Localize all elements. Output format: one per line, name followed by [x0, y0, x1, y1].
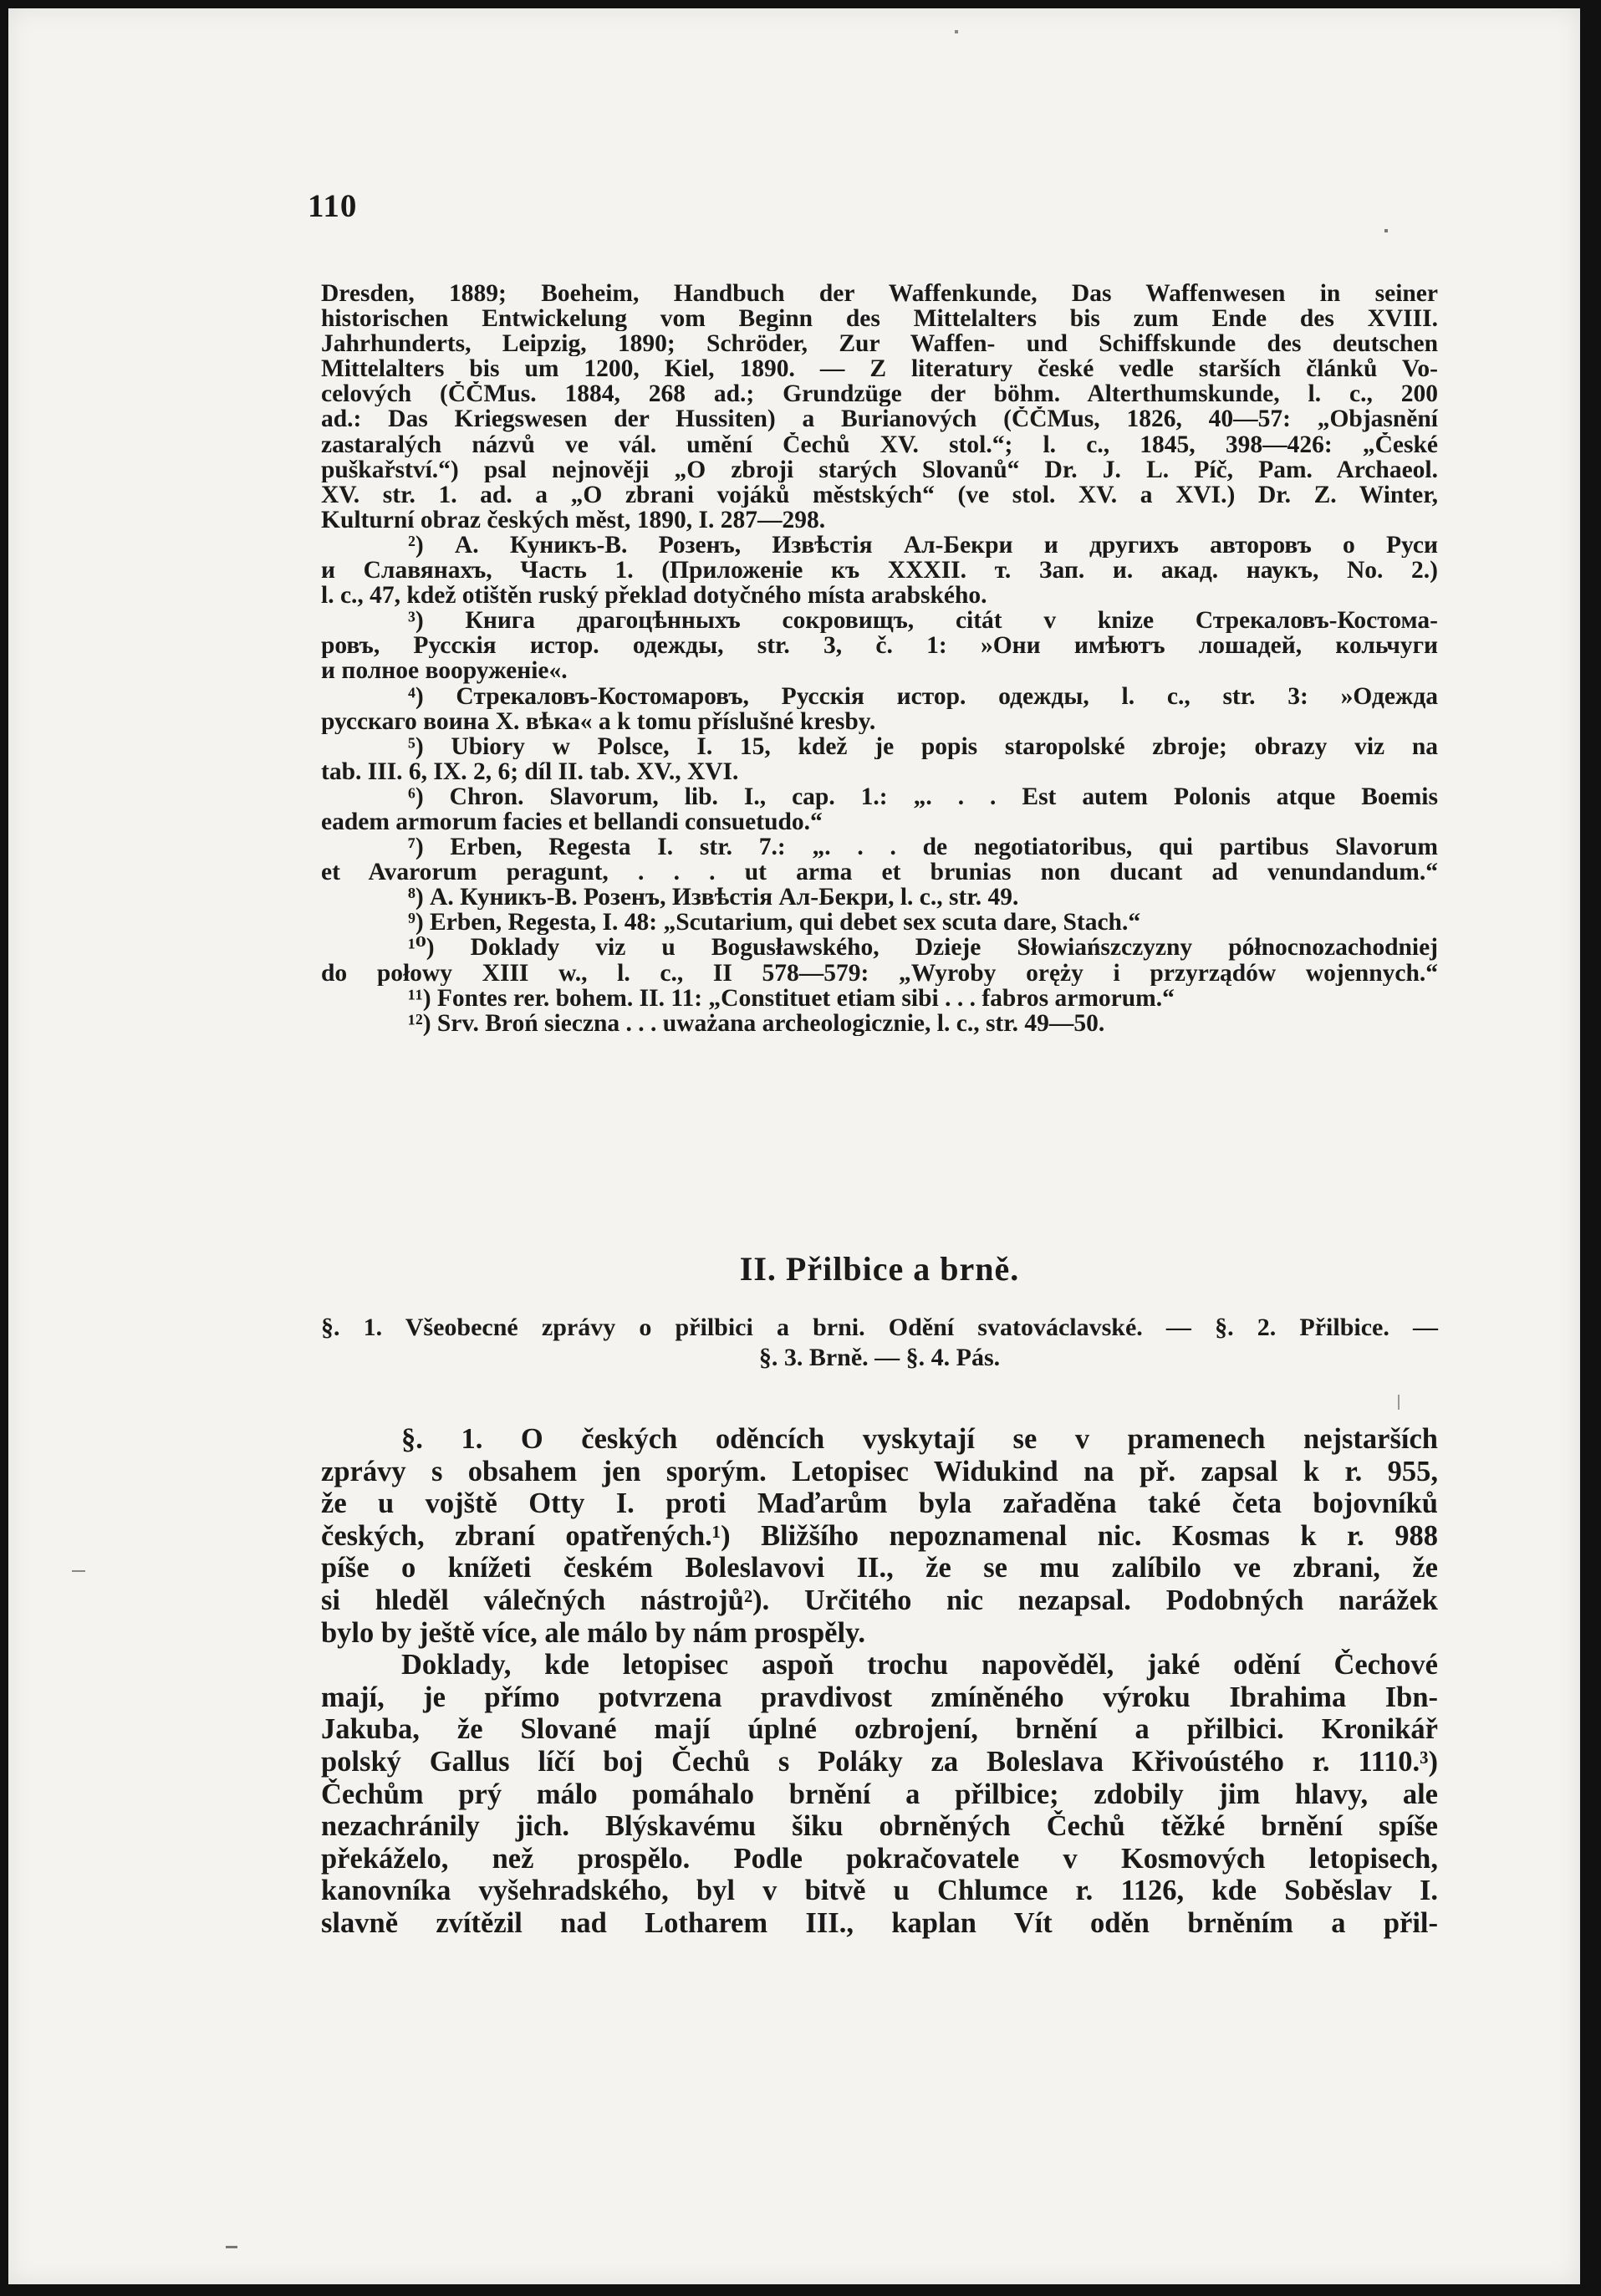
scan-speck [226, 2246, 237, 2248]
body-line: si hleděl válečných nástrojů²). Určitého nic nezapsal. Podobných narážek [321, 1584, 1438, 1616]
footnote-line: et Avarorum peragunt, . . . ut arma et brunias non ducant ad venundandum.“ [321, 860, 1438, 885]
body-line: že u vojště Otty I. proti Maďarům byla zařaděna také četa bojovníků [321, 1487, 1438, 1520]
body-line: bylo by ještě více, ale málo by nám prospěly. [321, 1616, 866, 1649]
footnote-line: ³) Книга драгоцѣнныхъ сокровищъ, citát v knize Стрекаловъ-Костома- [408, 608, 1438, 634]
footnote-line: ¹¹) Fontes rer. bohem. II. 11: „Constituet etiam sibi . . . fabros armorum.“ [408, 985, 1175, 1011]
body-line: překáželo, než prospělo. Podle pokračovatele v Kosmových letopisech, [321, 1842, 1438, 1875]
scan-speck [1398, 1395, 1400, 1410]
body-line: mají, je přímo potvrzena pravdivost zmíněného výroku Ibrahima Ibn- [321, 1681, 1438, 1713]
footnote-line: eadem armorum facies et bellandi consuetudo.“ [321, 809, 823, 835]
footnote-line: ровъ, Русскія истор. одежды, str. 3, č. 1: »Они имѣютъ лошадей, кольчуги [321, 633, 1438, 659]
footnote-line: русскаго воина X. вѣка« a k tomu příslušné kresby. [321, 708, 876, 734]
footnote-line: ²) А. Куникъ-В. Розенъ, Извѣстія Ал-Бекри и другихъ авторовъ о Руси [408, 532, 1438, 559]
book-page [8, 8, 1580, 2284]
footnote-line: XV. str. 1. ad. a „O zbrani vojáků městských“ (ve stol. XV. a XVI.) Dr. Z. Winter, [321, 482, 1438, 508]
footnote-line: ⁹) Erben, Regesta, I. 48: „Scutarium, qui debet sex scuta dare, Stach.“ [408, 910, 1141, 936]
footnote-line: Jahrhunderts, Leipzig, 1890; Schröder, Zur Waffen- und Schiffskunde des deutschen [321, 331, 1438, 357]
body-text [321, 1423, 1438, 1940]
body-line: českých, zbraní opatřených.¹) Bližšího nepoznamenal nic. Kosmas k r. 988 [321, 1519, 1438, 1552]
body-line: zprávy s obsahem jen sporým. Letopisec Widukind na př. zapsal k r. 955, [321, 1455, 1438, 1487]
scan-speck [955, 30, 958, 33]
footnote-line: historischen Entwickelung vom Beginn des Mittelalters bis zum Ende des XVIII. [321, 306, 1438, 332]
footnote-line: ¹²) Srv. Broń sieczna . . . uważana archeologicznie, l. c., str. 49—50. [408, 1010, 1105, 1036]
footnote-line: Dresden, 1889; Boeheim, Handbuch der Waffenkunde, Das Waffenwesen in seiner [321, 281, 1438, 307]
body-line: §. 1. O českých oděncích vyskytají se v pramenech nejstarších [401, 1423, 1438, 1455]
footnote-line: l. c., 47, kdež otištěn ruský překlad dotyčného místa arabského. [321, 583, 987, 609]
scan-speck [1384, 229, 1388, 232]
section-heading: II. Přilbice a brně. [739, 1250, 1020, 1288]
body-line: Čechům prý málo pomáhalo brnění a přilbice; zdobily jim hlavy, ale [321, 1778, 1438, 1810]
footnote-line: и полное вооруженіе«. [321, 658, 568, 684]
footnote-line: ⁶) Chron. Slavorum, lib. I., cap. 1.: „. . . Est autem Polonis atque Boemis [408, 783, 1438, 809]
footnote-line: ⁷) Erben, Regesta I. str. 7.: „. . . de negotiatoribus, qui partibus Slavorum [408, 834, 1438, 860]
footnote-line: ⁸) А. Куникъ-В. Розенъ, Извѣстія Ал-Бекри, l. c., str. 49. [408, 885, 1019, 911]
body-line: polský Gallus líčí boj Čechů s Poláky za Boleslava Křivoústého r. 1110.³) [321, 1745, 1438, 1778]
footnote-line: ad.: Das Kriegswesen der Hussiten) a Burianových (ČČMus, 1826, 40—57: „Objasnění [321, 406, 1438, 432]
footnote-line: do połowy XIII w., l. c., II 578—579: „Wyroby oręży i przyrządów wojennych.“ [321, 960, 1438, 986]
body-line: kanovníka vyšehradského, byl v bitvě u Chlumce r. 1126, kde Soběslav I. [321, 1875, 1438, 1907]
footnote-line: ⁵) Ubiory w Polsce, I. 15, kdež je popis staropolské zbroje; obrazy viz na [408, 733, 1438, 759]
footnote-line: zastaralých názvů ve vál. umění Čechů XV. stol.“; l. c., 1845, 398—426: „České [321, 431, 1438, 457]
footnote-line: Kulturní obraz českých měst, 1890, I. 287—298. [321, 507, 826, 533]
body-line: slavně zvítězil nad Lotharem III., kaplan Vít oděn brněním a přil- [321, 1906, 1438, 1939]
body-line: nezachránily jich. Blýskavému šiku obrněných Čechů těžké brnění spíše [321, 1810, 1438, 1843]
section-contents [321, 1313, 1438, 1373]
footnote-line: и Славянахъ, Часть 1. (Приложеніе къ XXXII. т. Зап. и. акад. наукъ, No. 2.) [321, 558, 1438, 584]
footnote-line: Mittelalters bis um 1200, Kiel, 1890. — Z literatury české vedle starších článků Vo- [321, 356, 1438, 382]
body-line: Doklady, kde letopisec aspoň trochu napověděl, jaké odění Čechové [401, 1649, 1438, 1681]
footnote-line: tab. III. 6, IX. 2, 6; díl II. tab. XV., XVI. [321, 758, 739, 784]
contents-line: §. 1. Všeobecné zprávy o přilbici a brni. Odění svatováclavské. — §. 2. Přilbice. — [321, 1314, 1438, 1341]
footnotes [321, 281, 1438, 1036]
page-number: 110 [308, 188, 358, 224]
scan-speck [72, 1570, 85, 1572]
contents-line: §. 3. Brně. — §. 4. Pás. [758, 1344, 1001, 1371]
footnote-line: ¹⁰) Doklady viz u Bogusławského, Dzieje Słowiańszczyzny północnozachodniej [408, 935, 1438, 961]
body-line: píše o knížeti českém Boleslavovi II., že se mu zalíbilo ve zbrani, že [321, 1552, 1438, 1584]
footnote-line: puškařství.“) psal nejnověji „O zbroji starých Slovanů“ Dr. J. L. Píč, Pam. Archaeol. [321, 457, 1438, 482]
footnote-line: celových (ČČMus. 1884, 268 ad.; Grundzüge der böhm. Alterthumskunde, l. c., 200 [321, 381, 1438, 407]
body-line: Jakuba, že Slované mají úplné ozbrojení, brnění a přilbici. Kronikář [321, 1713, 1438, 1746]
footnote-line: ⁴) Стрекаловъ-Костомаровъ, Русскія истор. одежды, l. c., str. 3: »Одежда [408, 683, 1438, 709]
